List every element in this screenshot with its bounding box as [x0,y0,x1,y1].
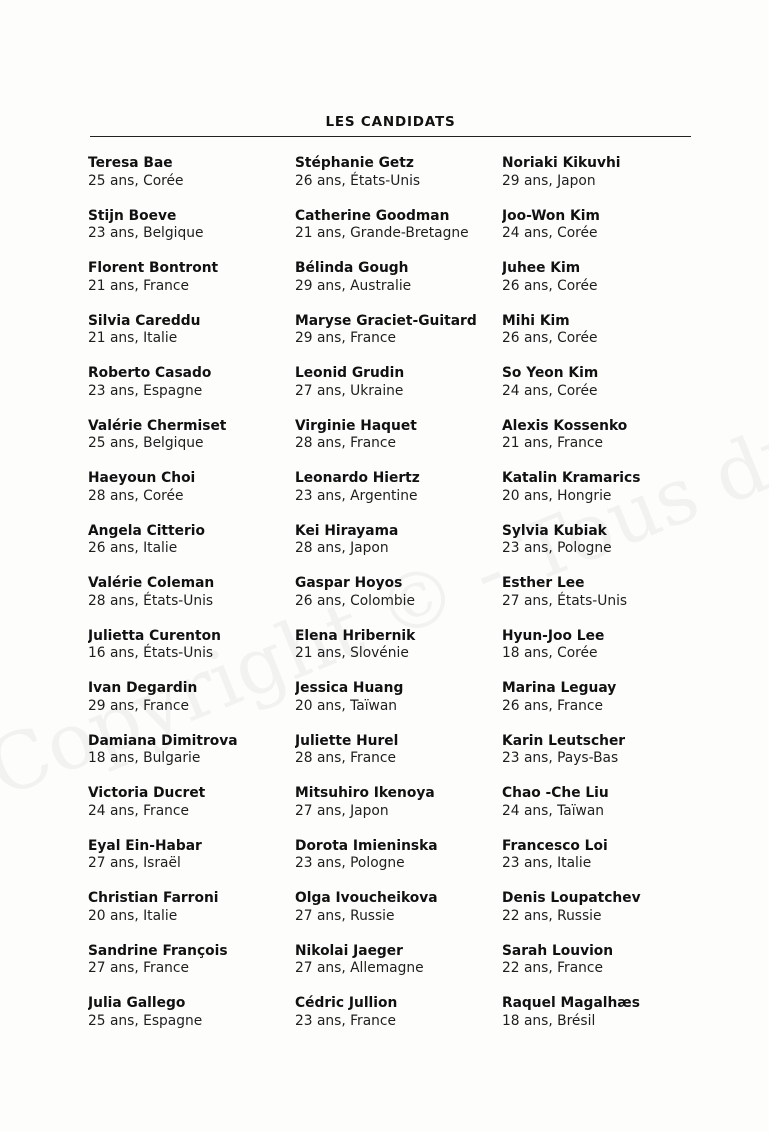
candidate-entry [502,995,702,1048]
candidate-age-country: 23 ans, Pologne [295,855,405,871]
candidate-name: Valérie Chermiset [88,417,227,434]
candidate-name: Stéphanie Getz [295,155,414,171]
candidate-age-country: 29 ans, Australie [295,277,412,294]
candidate-name: Stijn Boeve [88,207,177,224]
candidate-age-country: 18 ans, Corée [502,645,598,661]
candidate-name: Mitsuhiro Ikenoya [295,785,435,801]
candidate-age-country: 23 ans, Belgique [88,225,204,241]
page-title: LES CANDIDATS [325,114,456,130]
candidate-age-country: 27 ans, France [88,960,189,976]
candidate-entry [295,523,495,576]
candidate-name: Catherine Goodman [295,207,450,224]
candidate-entry [502,418,702,471]
candidate-entry [88,418,288,471]
candidate-name: Leonid Grudin [295,365,405,381]
candidates-column-2 [295,155,495,1048]
candidate-age-country: 22 ans, Russie [502,907,602,924]
candidate-name: Valérie Coleman [88,575,215,591]
candidate-name: Maryse Graciet-Guitard [295,312,477,329]
candidate-name: Noriaki Kikuvhi [502,155,621,171]
candidates-column-1 [88,155,288,1048]
title-divider [90,136,691,137]
candidate-entry [295,575,495,628]
candidate-age-country: 25 ans, Corée [88,172,184,189]
candidate-name: Sarah Louvion [502,942,614,959]
candidate-entry [88,208,288,261]
candidate-age-country: 26 ans, Colombie [295,592,415,609]
candidate-entry [88,995,288,1048]
candidate-name: Roberto Casado [88,365,212,381]
candidate-age-country: 23 ans, Pologne [502,540,612,556]
candidate-entry [502,365,702,418]
candidate-name: Bélinda Gough [295,260,409,276]
candidate-entry [295,155,495,208]
candidate-age-country: 26 ans, Corée [502,330,598,346]
candidate-entry [502,155,702,208]
candidate-age-country: 25 ans, Belgique [88,435,204,451]
candidate-entry [88,575,288,628]
candidate-name: Jessica Huang [295,680,404,696]
candidate-age-country: 26 ans, Italie [88,540,178,556]
candidate-name: Nikolai Jaeger [295,942,403,959]
candidate-name: Haeyoun Choi [88,470,196,486]
candidate-entry [88,680,288,733]
candidate-name: Julia Gallego [88,995,186,1011]
candidate-name: Esther Lee [502,575,585,591]
candidate-age-country: 24 ans, Corée [502,225,598,241]
candidate-name: Eyal Ein-Habar [88,837,202,854]
candidate-entry [502,943,702,996]
candidate-age-country: 21 ans, France [88,277,189,294]
candidate-entry [502,313,702,366]
candidate-age-country: 27 ans, Japon [295,802,389,819]
candidate-age-country: 22 ans, France [502,960,603,976]
candidate-entry [502,680,702,733]
candidate-age-country: 20 ans, Italie [88,907,178,924]
candidate-name: Alexis Kossenko [502,417,628,434]
candidate-age-country: 27 ans, États-Unis [502,592,628,609]
candidate-name: Dorota Imieninska [295,837,438,854]
candidate-age-country: 16 ans, États-Unis [88,645,214,661]
candidate-name: Raquel Magalhæs [502,995,640,1011]
candidate-entry [88,313,288,366]
candidate-name: Teresa Bae [88,155,173,171]
candidate-entry [295,208,495,261]
candidate-age-country: 28 ans, Corée [88,487,184,504]
candidate-name: Kei Hirayama [295,522,399,539]
candidate-entry [502,733,702,786]
candidate-entry [502,785,702,838]
candidate-age-country: 26 ans, Corée [502,277,598,294]
candidate-entry [88,155,288,208]
candidate-name: Angela Citterio [88,522,205,539]
candidate-entry [88,523,288,576]
candidate-age-country: 23 ans, Pays-Bas [502,750,619,766]
candidate-age-country: 27 ans, Russie [295,907,395,924]
candidate-entry [88,785,288,838]
candidate-entry [88,943,288,996]
candidate-age-country: 27 ans, Israël [88,855,181,871]
candidate-age-country: 18 ans, Bulgarie [88,750,201,766]
candidate-name: Julietta Curenton [88,627,221,644]
candidate-name: Sylvia Kubiak [502,522,607,539]
candidate-name: Silvia Careddu [88,312,201,329]
candidate-name: Mihi Kim [502,312,570,329]
candidate-name: Chao -Che Liu [502,785,609,801]
candidate-name: Hyun-Joo Lee [502,627,605,644]
candidate-age-country: 28 ans, États-Unis [88,592,214,609]
candidate-entry [295,838,495,891]
candidate-age-country: 23 ans, Argentine [295,487,418,504]
candidate-name: Cédric Jullion [295,995,398,1011]
candidate-entry [295,313,495,366]
candidate-age-country: 23 ans, France [295,1012,396,1029]
candidate-entry [295,628,495,681]
candidate-age-country: 21 ans, Italie [88,330,178,346]
candidate-entry [295,260,495,313]
candidate-age-country: 29 ans, France [295,330,396,346]
candidate-entry [295,418,495,471]
candidate-age-country: 23 ans, Italie [502,855,592,871]
candidate-age-country: 24 ans, Corée [502,382,598,399]
candidate-name: So Yeon Kim [502,365,599,381]
candidate-entry [295,995,495,1048]
candidate-age-country: 21 ans, Grande-Bretagne [295,225,469,241]
candidate-age-country: 23 ans, Espagne [88,382,203,399]
candidate-entry [88,890,288,943]
candidate-entry [502,260,702,313]
candidate-entry [502,575,702,628]
candidate-entry [88,365,288,418]
candidate-name: Karin Leutscher [502,732,626,749]
candidate-name: Juliette Hurel [295,732,399,749]
candidate-entry [502,208,702,261]
candidate-name: Sandrine François [88,942,228,959]
candidate-entry [88,733,288,786]
candidate-age-country: 27 ans, Allemagne [295,960,424,976]
candidate-name: Gaspar Hoyos [295,575,403,591]
candidate-age-country: 29 ans, Japon [502,172,596,189]
candidate-name: Leonardo Hiertz [295,470,420,486]
candidate-age-country: 29 ans, France [88,697,189,714]
candidate-entry [295,680,495,733]
candidate-age-country: 25 ans, Espagne [88,1012,203,1029]
candidate-age-country: 26 ans, France [502,697,603,714]
candidates-column-3 [502,155,702,1048]
candidate-entry [295,733,495,786]
candidate-name: Denis Loupatchev [502,890,641,906]
candidate-age-country: 21 ans, Slovénie [295,645,409,661]
candidate-name: Katalin Kramarics [502,470,641,486]
candidate-entry [88,470,288,523]
candidate-name: Juhee Kim [502,260,581,276]
candidate-entry [502,523,702,576]
candidate-name: Florent Bontront [88,260,219,276]
candidate-entry [295,943,495,996]
candidate-name: Christian Farroni [88,890,219,906]
candidate-entry [502,628,702,681]
candidate-age-country: 24 ans, Taïwan [502,802,605,819]
candidate-name: Olga Ivoucheikova [295,890,438,906]
candidate-name: Elena Hribernik [295,627,416,644]
candidate-age-country: 27 ans, Ukraine [295,382,404,399]
candidate-entry [295,890,495,943]
candidate-name: Marina Leguay [502,680,617,696]
candidate-age-country: 28 ans, France [295,750,396,766]
candidate-name: Joo-Won Kim [502,207,600,224]
candidate-entry [502,838,702,891]
candidate-entry [295,365,495,418]
candidate-entry [502,890,702,943]
candidate-name: Francesco Loi [502,837,608,854]
candidate-name: Virginie Haquet [295,417,417,434]
candidate-age-country: 28 ans, France [295,435,396,451]
candidate-entry [88,260,288,313]
candidate-entry [88,628,288,681]
candidate-age-country: 26 ans, États-Unis [295,172,421,189]
candidate-name: Ivan Degardin [88,680,198,696]
candidate-name: Damiana Dimitrova [88,732,238,749]
candidate-age-country: 20 ans, Taïwan [295,697,398,714]
candidate-entry [295,470,495,523]
candidate-age-country: 20 ans, Hongrie [502,487,612,504]
candidate-entry [295,785,495,838]
candidate-age-country: 24 ans, France [88,802,189,819]
candidate-entry [88,838,288,891]
candidate-entry [502,470,702,523]
candidate-age-country: 21 ans, France [502,435,603,451]
candidate-age-country: 18 ans, Brésil [502,1012,596,1029]
candidate-name: Victoria Ducret [88,785,206,801]
candidate-age-country: 28 ans, Japon [295,540,389,556]
